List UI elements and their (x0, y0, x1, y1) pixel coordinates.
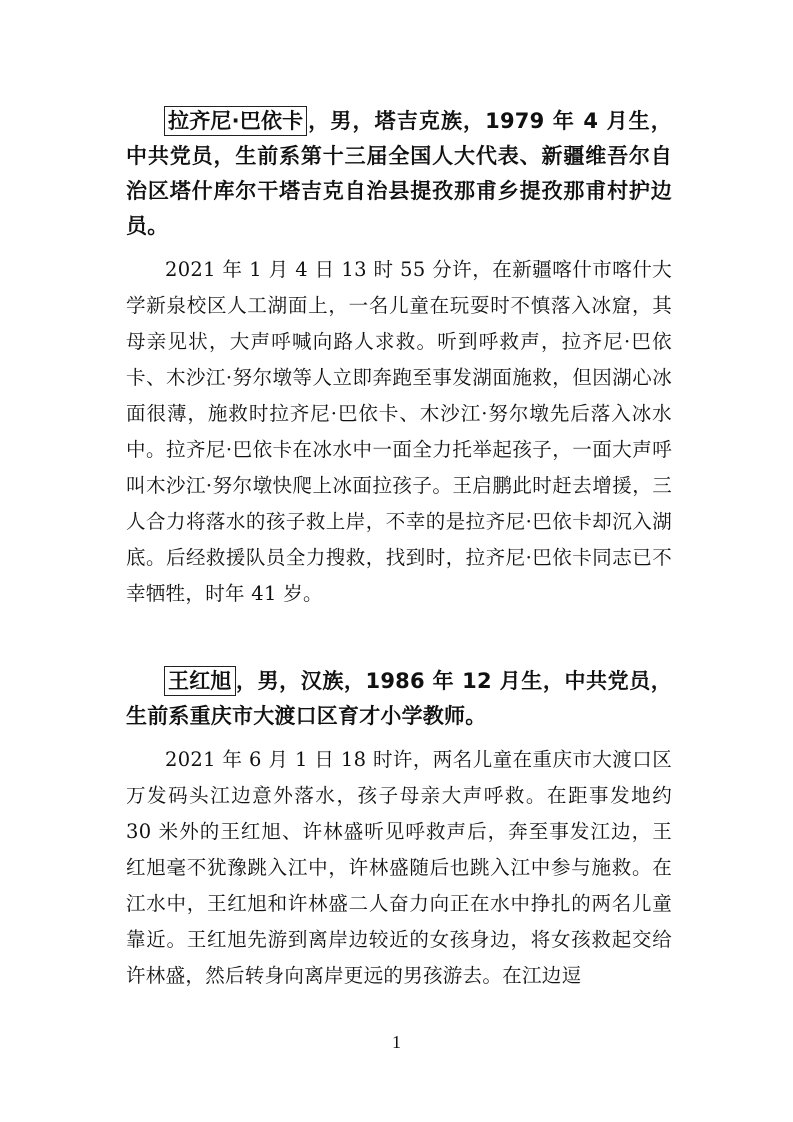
page-number: 1 (392, 1032, 401, 1052)
entry-wang-hongxu (126, 664, 672, 994)
name-box: 拉齐尼·巴依卡 (164, 106, 307, 136)
intro-text: ，男，塔吉克族，1979 年 4 月生，中共党员，生前系第十三届全国人大代表、新疆维吾尔自治区塔什库尔干塔吉克自治县提孜那甫乡提孜那甫村护边员。 (126, 109, 672, 238)
name-box: 王红旭 (164, 666, 236, 696)
entry-story: 2021 年 6 月 1 日 18 时许，两名儿童在重庆市大渡口区万发码头江边意外落水，孩子母亲大声呼救。在距事发地约 30 米外的王红旭、许林盛听见呼救声后，奔至事发江边，王红旭毫不犹豫跳入江中，许林盛随后也跳入江中参与施救。在江水中，王红旭和许林盛二人奋力向正在水中挣扎的两名儿童靠近。王红旭先游到离岸边较近的女孩身边，将女孩救起交给许林盛，然后转身向离岸更远的男孩游去。在江边逗 (126, 748, 672, 987)
entry-intro (126, 664, 672, 734)
intro-text: ，男，汉族，1986 年 12 月生，中共党员，生前系重庆市大渡口区育才小学教师。 (126, 669, 672, 728)
entry-lazini-bayika (126, 104, 672, 612)
entry-story: 2021 年 1 月 4 日 13 时 55 分许，在新疆喀什市喀什大学新泉校区人工湖面上，一名儿童在玩耍时不慎落入冰窟，其母亲见状，大声呼喊向路人求救。听到呼救声，拉齐尼·巴依卡、木沙江·努尔墩等人立即奔跑至事发湖面施救，但因湖心冰面很薄，施救时拉齐尼·巴依卡、木沙江·努尔墩先后落入冰水中。拉齐尼·巴依卡在冰水中一面全力托举起孩子，一面大声呼叫木沙江·努尔墩快爬上冰面拉孩子。王启鹏此时赶去增援，三人合力将落水的孩子救上岸，不幸的是拉齐尼·巴依卡却沉入湖底。后经救援队员全力搜救，找到时，拉齐尼·巴依卡同志已不幸牺牲，时年 41 岁。 (126, 258, 672, 605)
entry-intro (126, 104, 672, 244)
